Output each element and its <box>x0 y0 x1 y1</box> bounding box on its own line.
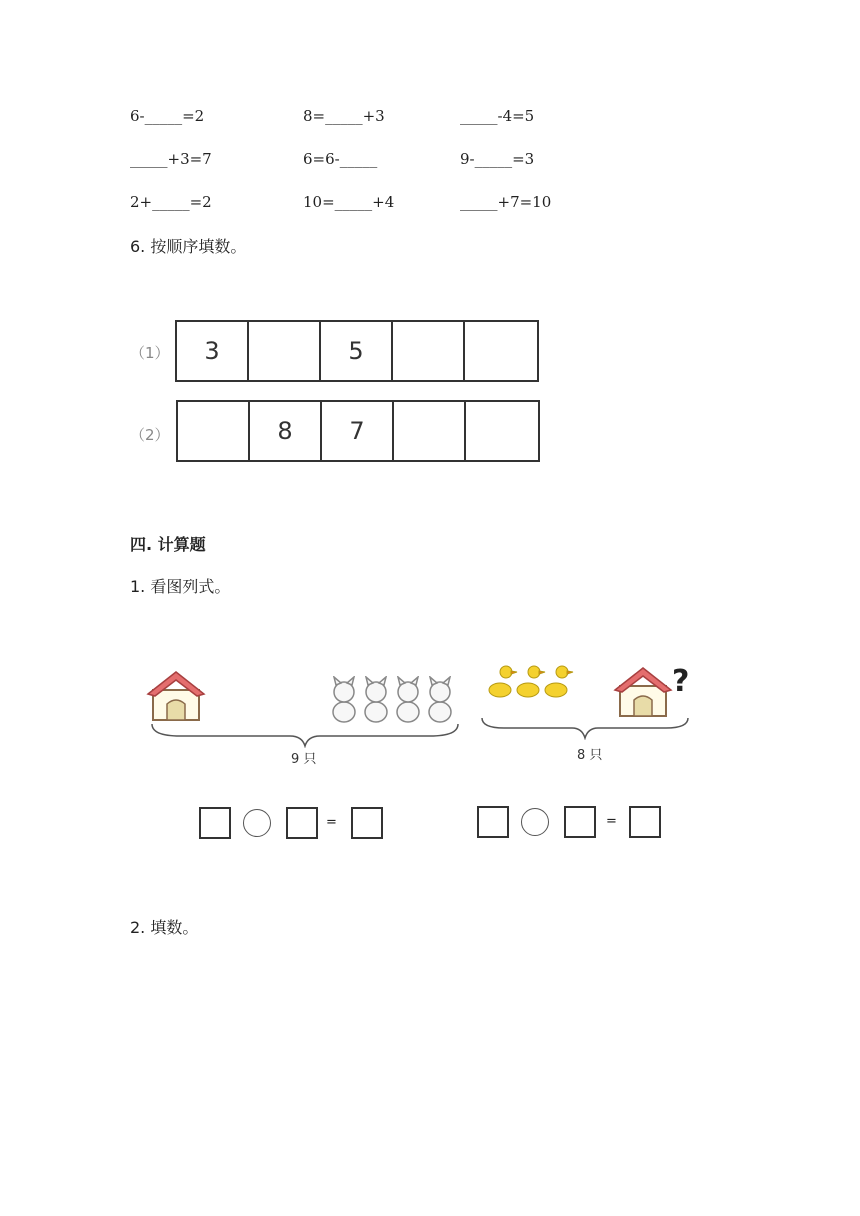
sequence-cell[interactable] <box>393 322 465 380</box>
left-total-label: 9 只 <box>291 752 317 767</box>
equals-sign: = <box>326 815 337 830</box>
equation-1-3: _____-4=5 <box>460 107 535 125</box>
equation-3-2: 10=_____+4 <box>303 193 395 211</box>
ducks-group <box>486 662 576 702</box>
operator-circle[interactable] <box>243 809 271 837</box>
equation-1-1: 6-_____=2 <box>130 107 205 125</box>
sequence-cell[interactable]: 8 <box>250 402 322 460</box>
sequence-cell[interactable]: 3 <box>177 322 249 380</box>
cat-icon <box>365 677 387 722</box>
equation-2-1: _____+3=7 <box>130 150 212 168</box>
answer-box[interactable] <box>477 806 509 838</box>
sequence-cell[interactable]: 7 <box>322 402 394 460</box>
answer-box[interactable] <box>564 806 596 838</box>
answer-box[interactable] <box>629 806 661 838</box>
equation-1-2: 8=_____+3 <box>303 107 385 125</box>
house-icon <box>612 664 674 718</box>
q6-title: 6. 按顺序填数。 <box>130 237 247 256</box>
answer-box[interactable] <box>286 807 318 839</box>
equation-2-2: 6=6-_____ <box>303 150 378 168</box>
equals-sign: = <box>606 814 617 829</box>
sequence-cell[interactable] <box>249 322 321 380</box>
answer-box[interactable] <box>199 807 231 839</box>
equation-3-1: 2+_____=2 <box>130 193 212 211</box>
cat-icon <box>429 677 451 722</box>
sequence-cell[interactable] <box>465 322 537 380</box>
duck-icon <box>517 666 545 697</box>
duck-icon <box>489 666 517 697</box>
duck-icon <box>545 666 573 697</box>
row-label-2: （2） <box>130 426 170 444</box>
row-label-1: （1） <box>130 344 170 362</box>
brace-right <box>480 716 690 740</box>
sequence-cell[interactable] <box>466 402 538 460</box>
brace-left <box>150 722 460 748</box>
q2-title: 2. 填数。 <box>130 918 199 937</box>
sequence-row-1 <box>175 320 539 382</box>
q1-title: 1. 看图列式。 <box>130 577 231 596</box>
sequence-cell[interactable] <box>178 402 250 460</box>
sequence-row-2 <box>176 400 540 462</box>
operator-circle[interactable] <box>521 808 549 836</box>
sequence-cell[interactable] <box>394 402 466 460</box>
cats-group <box>328 676 458 724</box>
equation-3-3: _____+7=10 <box>460 193 552 211</box>
house-icon <box>145 668 207 722</box>
cat-icon <box>333 677 355 722</box>
answer-box[interactable] <box>351 807 383 839</box>
question-mark-icon: ? <box>672 664 690 699</box>
equation-2-3: 9-_____=3 <box>460 150 535 168</box>
sequence-cell[interactable]: 5 <box>321 322 393 380</box>
right-total-label: 8 只 <box>577 748 603 763</box>
cat-icon <box>397 677 419 722</box>
section-title: 四. 计算题 <box>130 535 206 554</box>
